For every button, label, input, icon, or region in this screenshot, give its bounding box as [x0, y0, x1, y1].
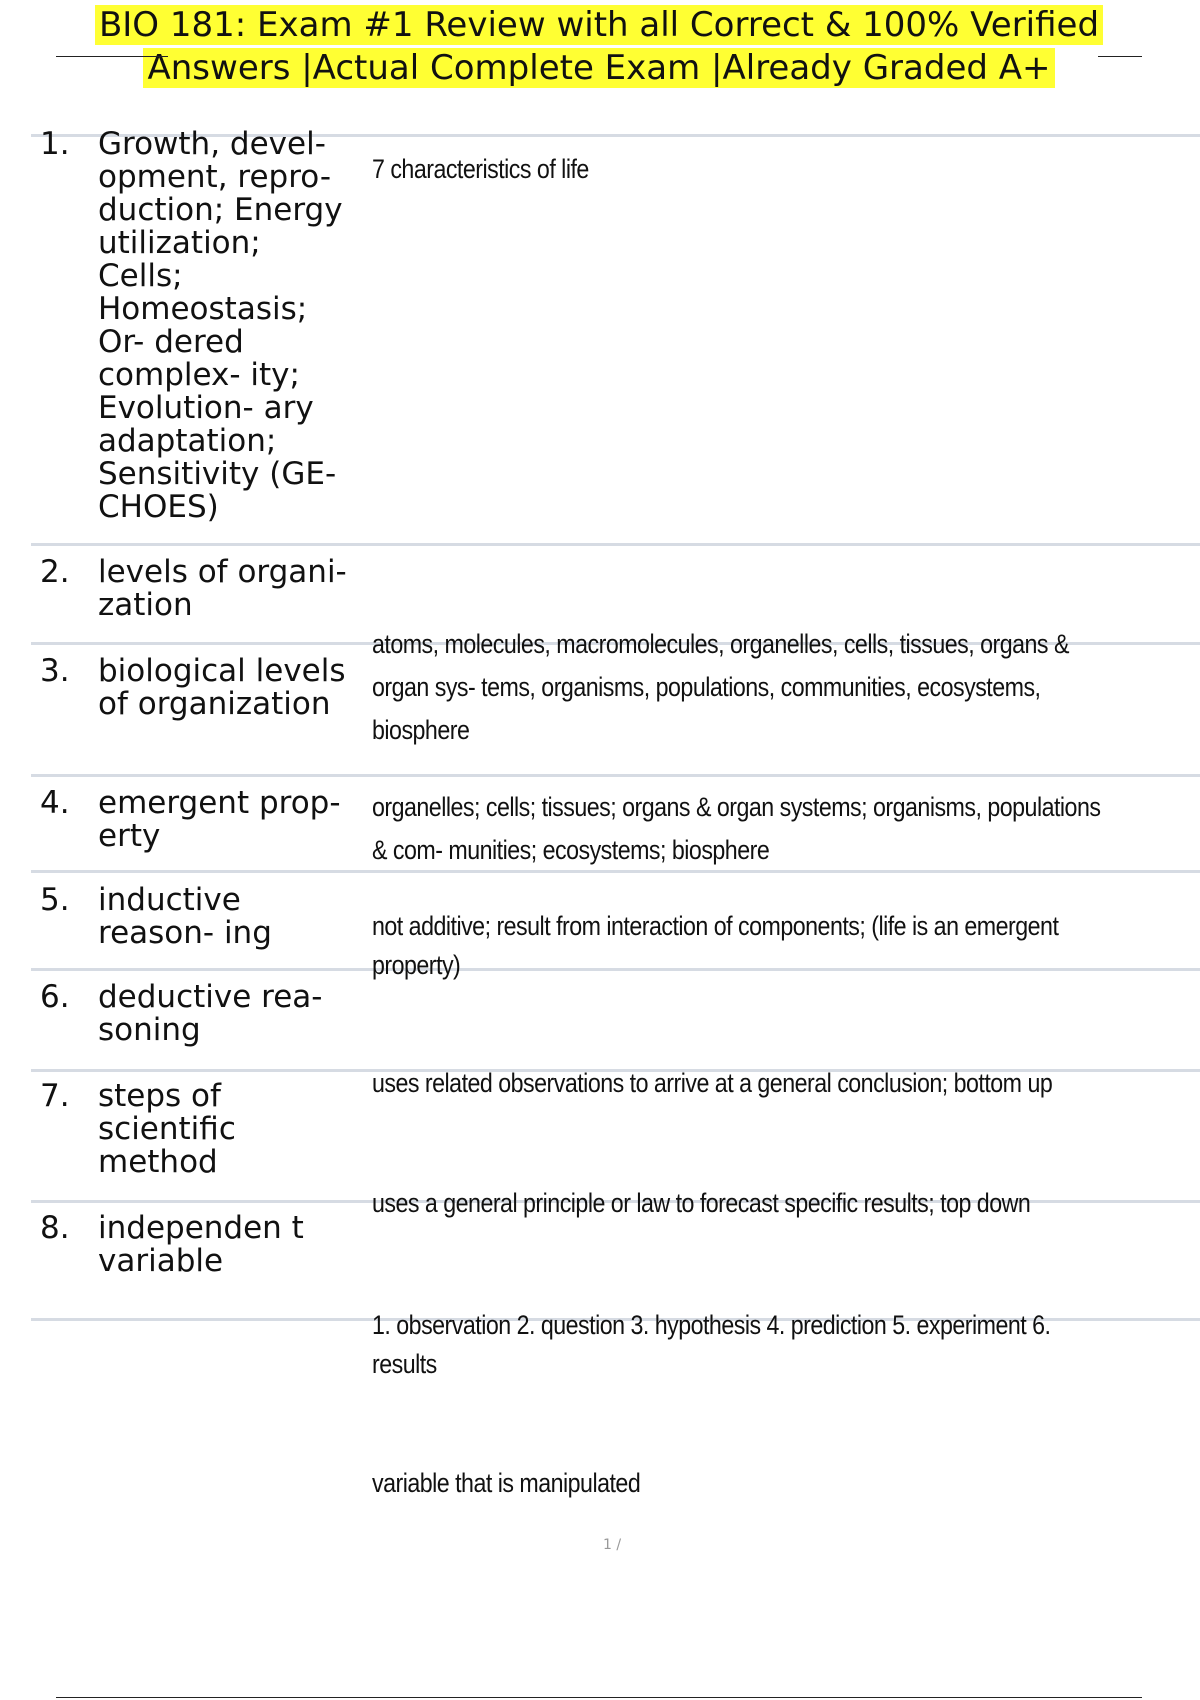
- title-rule-left: [56, 56, 168, 57]
- term-number: 4.: [40, 785, 70, 821]
- definition-line: uses a general principle or law to forecast specific results; top down: [372, 1188, 1031, 1218]
- term-text: steps of scientific method: [98, 1078, 236, 1180]
- definition: [372, 1182, 1082, 1225]
- term-text: inductive reason- ing: [98, 882, 272, 951]
- term-number: 7.: [40, 1078, 70, 1114]
- term-text: emergent prop- erty: [98, 785, 341, 854]
- term-number: 2.: [40, 554, 70, 590]
- definition-line: organ sys- tems, organisms, populations, communities, ecosystems,: [372, 672, 1041, 702]
- term-item: [40, 884, 355, 950]
- page-number: 1 /: [603, 1537, 622, 1553]
- definition-line: biosphere: [372, 715, 470, 745]
- term-item: [40, 655, 355, 721]
- title-line-2: Answers |Actual Complete Exam |Already Graded A+: [143, 48, 1054, 88]
- term-number: 6.: [40, 979, 70, 1015]
- definition: [372, 1304, 1082, 1386]
- definition: [372, 1062, 1082, 1105]
- row-divider: [31, 774, 1200, 777]
- term-text: deductive rea- soning: [98, 979, 323, 1048]
- definition: [372, 148, 1082, 191]
- definition: [372, 623, 1082, 752]
- title-rule-right: [1098, 56, 1142, 57]
- definition-line: organelles; cells; tissues; organs & organ systems; organisms, populations: [372, 792, 1101, 822]
- definition: [372, 1462, 1082, 1505]
- term-text: levels of organi- zation: [98, 554, 347, 623]
- definition: [372, 905, 1082, 987]
- term-text: independen t variable: [98, 1210, 304, 1279]
- title-line-1: BIO 181: Exam #1 Review with all Correct & 100% Verified: [95, 5, 1103, 45]
- definition-line: uses related observations to arrive at a general conclusion; bottom up: [372, 1068, 1053, 1098]
- definition-line: atoms, molecules, macromolecules, organelles, cells, tissues, organs &: [372, 629, 1069, 659]
- term-number: 8.: [40, 1210, 70, 1246]
- term-text: Growth, devel- opment, repro- duction; Energy utilization; Cells; Homeostasis; Or- dered complex- ity; Evolution- ary adaptation; Sensitivity (GE- CHOES): [98, 126, 343, 525]
- term-item: [40, 556, 355, 622]
- term-item: [40, 1212, 355, 1278]
- term-item: [40, 1080, 355, 1179]
- definition-line: variable that is manipulated: [372, 1468, 641, 1498]
- definition-line: 7 characteristics of life: [372, 154, 589, 184]
- term-text: biological levels of organization: [98, 653, 346, 722]
- row-divider: [31, 543, 1200, 546]
- term-number: 1.: [40, 126, 70, 162]
- term-number: 3.: [40, 653, 70, 689]
- term-number: 5.: [40, 882, 70, 918]
- term-item: [40, 787, 355, 853]
- definition-line: property): [372, 950, 461, 980]
- definition-line: 1. observation 2. question 3. hypothesis 4. prediction 5. experiment 6.: [372, 1310, 1051, 1340]
- footer-rule: [56, 1697, 1142, 1698]
- definition-line: results: [372, 1349, 437, 1379]
- term-item: [40, 128, 355, 524]
- document-title: [56, 4, 1142, 90]
- definition-line: not additive; result from interaction of components; (life is an emergent: [372, 911, 1059, 941]
- term-item: [40, 981, 355, 1047]
- definition: [372, 786, 1101, 872]
- definition-line: & com- munities; ecosystems; biosphere: [372, 835, 770, 865]
